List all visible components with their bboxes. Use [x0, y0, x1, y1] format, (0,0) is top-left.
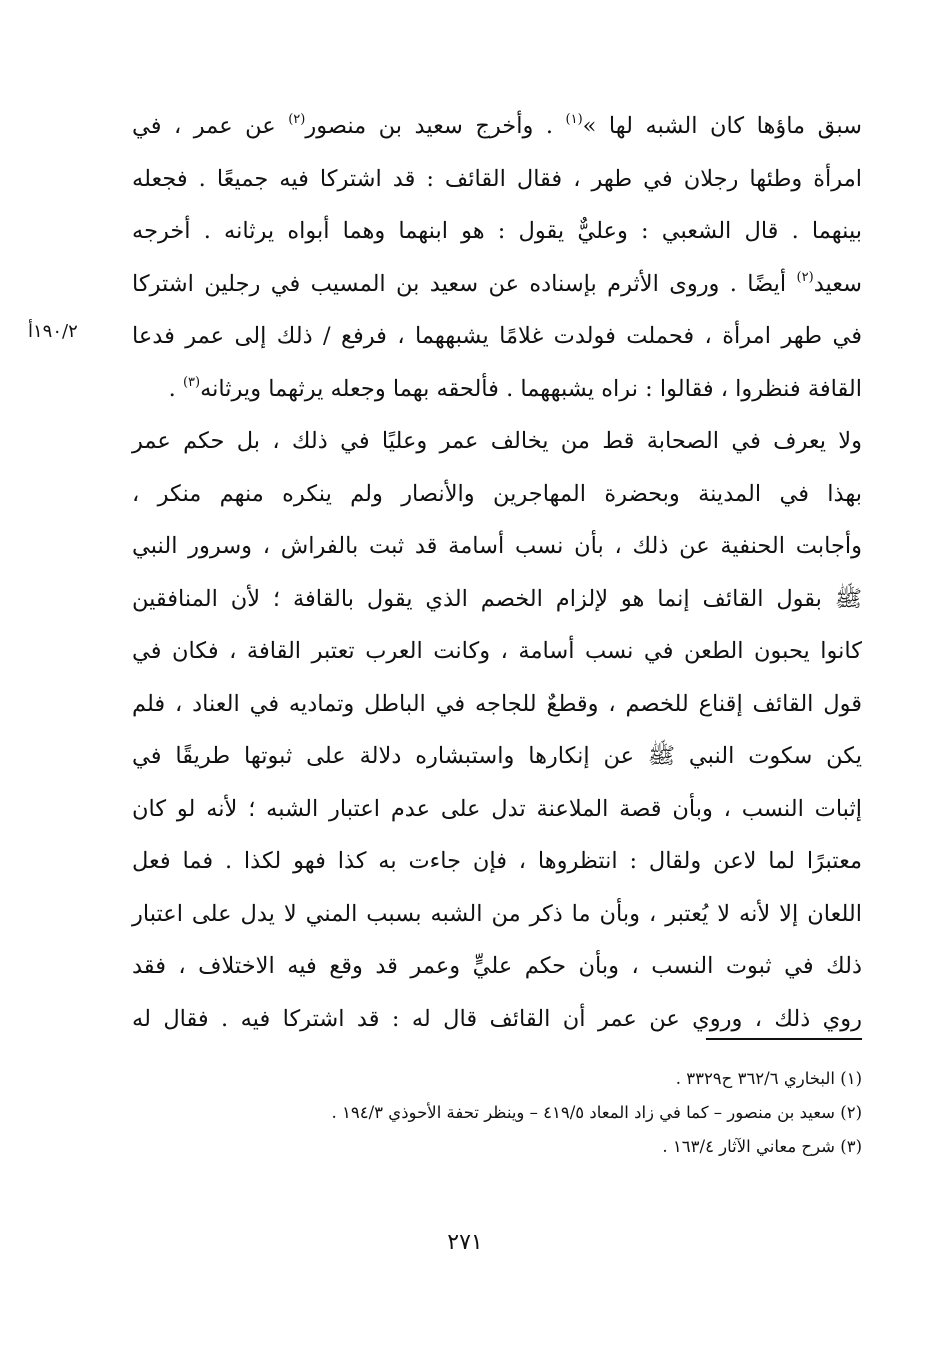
- text-line: معتبرًا لما لاعن ولقال : انتظروها ، فإن جاءت به كذا فهو لكذا . فما فعل: [132, 848, 862, 874]
- main-text: [132, 100, 862, 1045]
- text-line: يكن سكوت النبي ﷺ عن إنكارها واستبشاره دلالة على ثبوتها طريقًا في: [132, 743, 862, 769]
- text-line: قول القائف إقناع للخصم ، وقطعٌ للجاجه في الباطل وتماديه في العناد ، فلم: [132, 690, 862, 717]
- text-line: ﷺ بقول القائف إنما هو لإلزام الخصم الذي يقول بالقافة ؛ لأن المنافقين: [132, 585, 862, 612]
- text-line: وأجابت الحنفية عن ذلك ، بأن نسب أسامة قد ثبت بالفراش ، وسرور النبي: [132, 533, 862, 559]
- page-number: ٢٧١: [447, 1230, 483, 1255]
- text-line: بهذا في المدينة وبحضرة المهاجرين والأنصار ولم ينكره منهم منكر ،: [132, 480, 862, 507]
- footnote-marker: (٣): [182, 374, 201, 390]
- footnote-marker: (١): [565, 112, 583, 127]
- text-line: ذلك في ثبوت النسب ، وبأن حكم عليٍّ وعمر قد وقع فيه الاختلاف ، فقد: [132, 953, 862, 979]
- text-line: بينهما . قال الشعبي : وعليٌّ يقول : هو ابنهما وهما أبواه يرثانه . أخرجه: [132, 218, 862, 244]
- text-line: إثبات النسب ، وبأن قصة الملاعنة تدل على عدم اعتبار الشبه ؛ لأنه لو كان: [132, 795, 862, 822]
- footnote: (١) البخاري ٣٦٢/٦ ح٣٣٢٩ .: [675, 1069, 862, 1088]
- footnote-marker: (٢): [288, 112, 306, 127]
- text-line: سبق ماؤها كان الشبه لها »$^{(١)}$ . وأخرج سعيد بن منصور$^{(٢)}$ عن عمر ، في: [132, 112, 863, 139]
- footnote-divider: [706, 1038, 862, 1040]
- text-line: سعيد$^{(٢)}$ أيضًا . وروى الأثرم بإسناده عن سعيد بن المسيب في رجلين اشتركا: [132, 269, 862, 297]
- text-line: امرأة وطئها رجلان في طهر ، فقال القائف : قد اشتركا فيه جميعًا . فجعله: [132, 165, 862, 192]
- text-line: روي ذلك ، وروي عن عمر أن القائف قال له : قد اشتركا فيه . فقال له: [132, 1005, 862, 1032]
- footnote: (٣) شرح معاني الآثار ١٦٣/٤ .: [662, 1137, 862, 1156]
- text-line: ولا يعرف في الصحابة قط من يخالف عمر وعليًا في ذلك ، بل حكم عمر: [132, 428, 862, 454]
- text-line: اللعان إلا لأنه لا يُعتبر ، وبأن ما ذكر من الشبه بسبب المني لا يدل على اعتبار: [132, 900, 862, 927]
- text-line: كانوا يحبون الطعن في نسب أسامة ، وكانت العرب تعتبر القافة ، فكان في: [132, 638, 862, 664]
- footnotes: [132, 1062, 862, 1164]
- margin-manuscript-reference: ١٩٠/٢أ: [28, 321, 78, 342]
- text-line: القافة فنظروا ، فقالوا : نراه يشبههما . فألحقه بهما وجعله يرثهما ويرثانه$^{(٣)}$ .: [168, 374, 862, 402]
- text-line: في طهر امرأة ، فحملت فولدت غلامًا يشبههما ، فرفع / ذلك إلى عمر فدعا: [132, 323, 862, 349]
- footnote-marker: (٢): [796, 269, 814, 285]
- footnote: (٢) سعيد بن منصور – كما في زاد المعاد ٤١٩/٥ – وينظر تحفة الأحوذي ١٩٤/٣ .: [331, 1103, 862, 1122]
